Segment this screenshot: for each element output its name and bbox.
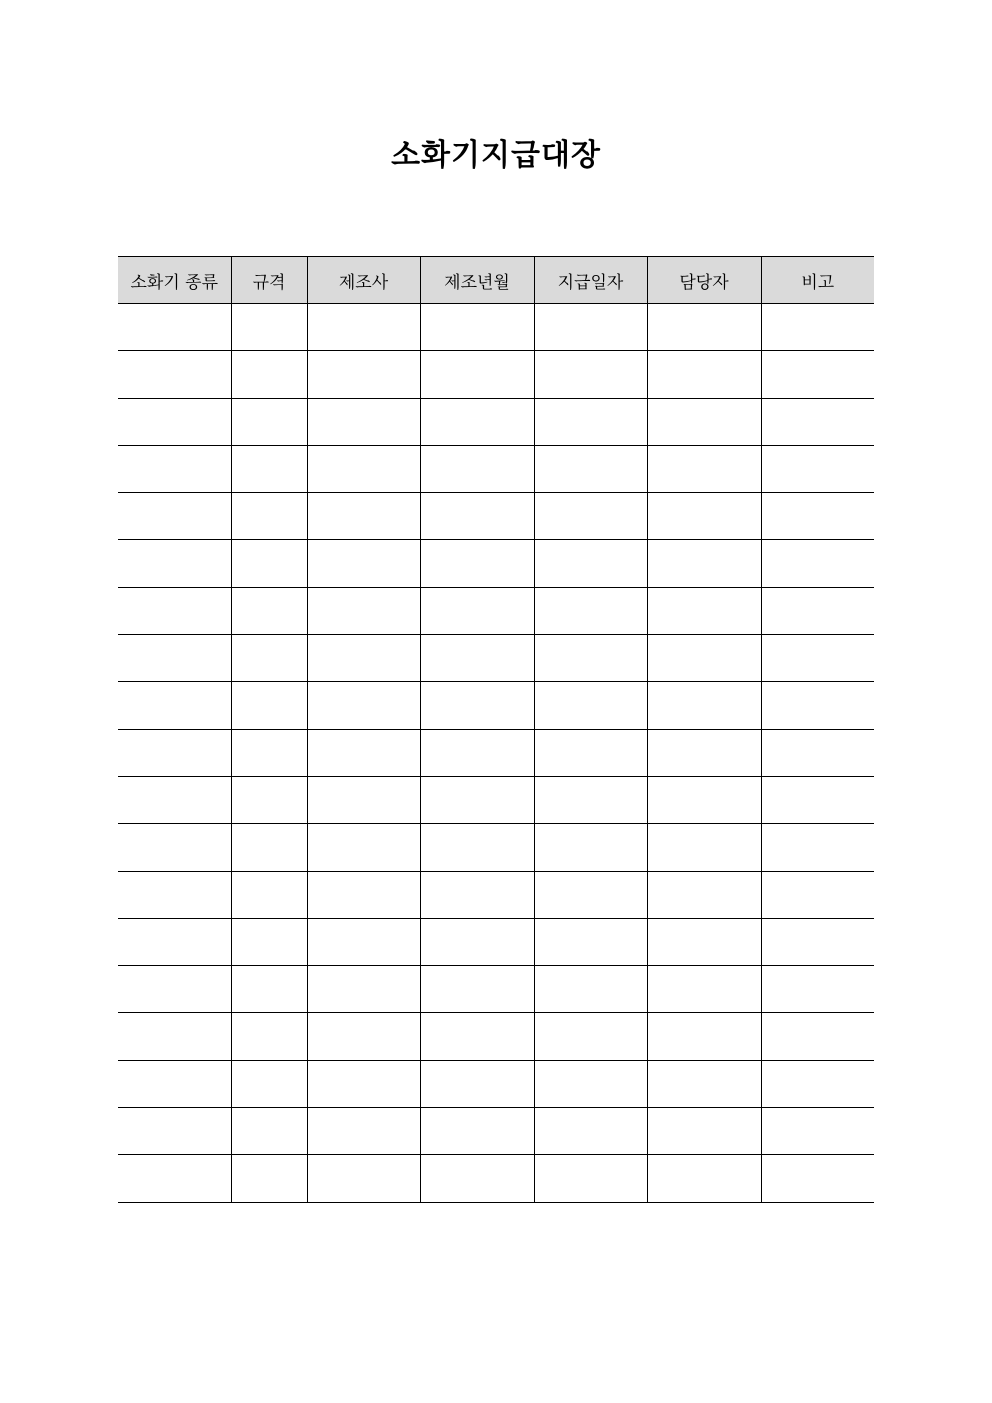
cell-manufacturer[interactable]: [307, 398, 420, 445]
cell-person-in-charge[interactable]: [647, 398, 761, 445]
cell-issue-date[interactable]: [534, 824, 647, 871]
cell-manufacture-date[interactable]: [420, 1013, 534, 1060]
cell-manufacture-date[interactable]: [420, 1155, 534, 1202]
cell-spec[interactable]: [231, 1155, 307, 1202]
cell-person-in-charge[interactable]: [647, 1060, 761, 1107]
cell-manufacturer[interactable]: [307, 1060, 420, 1107]
cell-spec[interactable]: [231, 1108, 307, 1155]
cell-issue-date[interactable]: [534, 398, 647, 445]
cell-manufacture-date[interactable]: [420, 635, 534, 682]
cell-issue-date[interactable]: [534, 729, 647, 776]
cell-extinguisher-type[interactable]: [118, 1108, 231, 1155]
cell-spec[interactable]: [231, 871, 307, 918]
table-row: [118, 966, 874, 1013]
cell-person-in-charge[interactable]: [647, 493, 761, 540]
cell-manufacturer[interactable]: [307, 540, 420, 587]
cell-remarks[interactable]: [761, 1108, 874, 1155]
table-row: [118, 351, 874, 398]
cell-person-in-charge[interactable]: [647, 1155, 761, 1202]
cell-issue-date[interactable]: [534, 635, 647, 682]
cell-person-in-charge[interactable]: [647, 540, 761, 587]
cell-extinguisher-type[interactable]: [118, 776, 231, 823]
cell-extinguisher-type[interactable]: [118, 540, 231, 587]
table-row: [118, 1108, 874, 1155]
cell-issue-date[interactable]: [534, 918, 647, 965]
table-row: [118, 776, 874, 823]
cell-person-in-charge[interactable]: [647, 918, 761, 965]
cell-spec[interactable]: [231, 682, 307, 729]
cell-issue-date[interactable]: [534, 493, 647, 540]
cell-issue-date[interactable]: [534, 776, 647, 823]
table-row: [118, 540, 874, 587]
cell-person-in-charge[interactable]: [647, 1108, 761, 1155]
table-row: [118, 398, 874, 445]
cell-issue-date[interactable]: [534, 445, 647, 492]
cell-issue-date[interactable]: [534, 1060, 647, 1107]
cell-manufacturer[interactable]: [307, 966, 420, 1013]
cell-remarks[interactable]: [761, 587, 874, 634]
cell-manufacturer[interactable]: [307, 871, 420, 918]
table-row: [118, 1155, 874, 1202]
cell-extinguisher-type[interactable]: [118, 351, 231, 398]
cell-issue-date[interactable]: [534, 1013, 647, 1060]
cell-extinguisher-type[interactable]: [118, 918, 231, 965]
cell-person-in-charge[interactable]: [647, 729, 761, 776]
header-issue-date: 지급일자: [534, 257, 647, 304]
cell-manufacturer[interactable]: [307, 918, 420, 965]
cell-extinguisher-type[interactable]: [118, 729, 231, 776]
cell-extinguisher-type[interactable]: [118, 1155, 231, 1202]
cell-issue-date[interactable]: [534, 540, 647, 587]
cell-manufacturer[interactable]: [307, 776, 420, 823]
cell-extinguisher-type[interactable]: [118, 445, 231, 492]
cell-manufacture-date[interactable]: [420, 398, 534, 445]
extinguisher-ledger-table: [118, 256, 874, 1203]
table-row: [118, 493, 874, 540]
cell-person-in-charge[interactable]: [647, 445, 761, 492]
table-row: [118, 871, 874, 918]
table-row: [118, 729, 874, 776]
cell-manufacture-date[interactable]: [420, 304, 534, 351]
header-manufacturer: 제조사: [307, 257, 420, 304]
table-row: [118, 587, 874, 634]
cell-remarks[interactable]: [761, 304, 874, 351]
cell-manufacturer[interactable]: [307, 445, 420, 492]
cell-extinguisher-type[interactable]: [118, 966, 231, 1013]
cell-manufacturer[interactable]: [307, 824, 420, 871]
table-row: [118, 304, 874, 351]
cell-issue-date[interactable]: [534, 871, 647, 918]
cell-spec[interactable]: [231, 304, 307, 351]
cell-spec[interactable]: [231, 1060, 307, 1107]
cell-manufacturer[interactable]: [307, 1155, 420, 1202]
cell-extinguisher-type[interactable]: [118, 1060, 231, 1107]
cell-manufacturer[interactable]: [307, 1013, 420, 1060]
cell-person-in-charge[interactable]: [647, 635, 761, 682]
header-manufacture-date: 제조년월: [420, 257, 534, 304]
cell-manufacture-date[interactable]: [420, 918, 534, 965]
cell-spec[interactable]: [231, 635, 307, 682]
cell-remarks[interactable]: [761, 351, 874, 398]
cell-remarks[interactable]: [761, 398, 874, 445]
cell-manufacture-date[interactable]: [420, 540, 534, 587]
table-row: [118, 682, 874, 729]
cell-spec[interactable]: [231, 1013, 307, 1060]
cell-person-in-charge[interactable]: [647, 824, 761, 871]
cell-manufacture-date[interactable]: [420, 351, 534, 398]
cell-remarks[interactable]: [761, 493, 874, 540]
cell-person-in-charge[interactable]: [647, 682, 761, 729]
cell-spec[interactable]: [231, 587, 307, 634]
cell-person-in-charge[interactable]: [647, 304, 761, 351]
cell-remarks[interactable]: [761, 1060, 874, 1107]
table-row: [118, 635, 874, 682]
cell-extinguisher-type[interactable]: [118, 493, 231, 540]
header-spec: 규격: [231, 257, 307, 304]
cell-extinguisher-type[interactable]: [118, 1013, 231, 1060]
cell-manufacturer[interactable]: [307, 1108, 420, 1155]
cell-remarks[interactable]: [761, 918, 874, 965]
cell-spec[interactable]: [231, 729, 307, 776]
cell-remarks[interactable]: [761, 540, 874, 587]
table-row: [118, 918, 874, 965]
cell-manufacturer[interactable]: [307, 493, 420, 540]
cell-spec[interactable]: [231, 445, 307, 492]
cell-manufacturer[interactable]: [307, 682, 420, 729]
cell-spec[interactable]: [231, 966, 307, 1013]
cell-extinguisher-type[interactable]: [118, 587, 231, 634]
cell-person-in-charge[interactable]: [647, 966, 761, 1013]
cell-spec[interactable]: [231, 540, 307, 587]
cell-issue-date[interactable]: [534, 587, 647, 634]
cell-spec[interactable]: [231, 493, 307, 540]
table-body: [118, 304, 874, 1203]
cell-manufacture-date[interactable]: [420, 871, 534, 918]
cell-extinguisher-type[interactable]: [118, 824, 231, 871]
cell-manufacture-date[interactable]: [420, 776, 534, 823]
cell-remarks[interactable]: [761, 776, 874, 823]
cell-manufacture-date[interactable]: [420, 1108, 534, 1155]
cell-issue-date[interactable]: [534, 304, 647, 351]
cell-remarks[interactable]: [761, 1013, 874, 1060]
cell-remarks[interactable]: [761, 871, 874, 918]
cell-issue-date[interactable]: [534, 1108, 647, 1155]
cell-person-in-charge[interactable]: [647, 351, 761, 398]
cell-manufacture-date[interactable]: [420, 729, 534, 776]
cell-person-in-charge[interactable]: [647, 871, 761, 918]
cell-issue-date[interactable]: [534, 1155, 647, 1202]
table-row: [118, 824, 874, 871]
cell-manufacturer[interactable]: [307, 635, 420, 682]
cell-issue-date[interactable]: [534, 351, 647, 398]
cell-manufacturer[interactable]: [307, 351, 420, 398]
cell-manufacturer[interactable]: [307, 729, 420, 776]
cell-spec[interactable]: [231, 398, 307, 445]
document-title: 소화기지급대장: [391, 138, 601, 173]
cell-remarks[interactable]: [761, 966, 874, 1013]
cell-manufacture-date[interactable]: [420, 493, 534, 540]
cell-manufacture-date[interactable]: [420, 966, 534, 1013]
table-row: [118, 1060, 874, 1107]
cell-extinguisher-type[interactable]: [118, 635, 231, 682]
cell-extinguisher-type[interactable]: [118, 871, 231, 918]
cell-manufacture-date[interactable]: [420, 587, 534, 634]
cell-issue-date[interactable]: [534, 682, 647, 729]
cell-extinguisher-type[interactable]: [118, 304, 231, 351]
cell-person-in-charge[interactable]: [647, 1013, 761, 1060]
table-row: [118, 1013, 874, 1060]
header-person-in-charge: 담당자: [647, 257, 761, 304]
cell-remarks[interactable]: [761, 635, 874, 682]
header-extinguisher-type: 소화기 종류: [118, 257, 231, 304]
cell-remarks[interactable]: [761, 682, 874, 729]
cell-spec[interactable]: [231, 776, 307, 823]
cell-manufacturer[interactable]: [307, 587, 420, 634]
cell-person-in-charge[interactable]: [647, 587, 761, 634]
cell-extinguisher-type[interactable]: [118, 398, 231, 445]
header-row: [118, 257, 874, 304]
cell-person-in-charge[interactable]: [647, 776, 761, 823]
cell-remarks[interactable]: [761, 729, 874, 776]
cell-remarks[interactable]: [761, 445, 874, 492]
header-remarks: 비고: [761, 257, 874, 304]
cell-remarks[interactable]: [761, 824, 874, 871]
cell-manufacture-date[interactable]: [420, 445, 534, 492]
cell-issue-date[interactable]: [534, 966, 647, 1013]
cell-spec[interactable]: [231, 351, 307, 398]
table-row: [118, 445, 874, 492]
cell-manufacture-date[interactable]: [420, 824, 534, 871]
cell-extinguisher-type[interactable]: [118, 682, 231, 729]
cell-remarks[interactable]: [761, 1155, 874, 1202]
cell-spec[interactable]: [231, 824, 307, 871]
cell-manufacture-date[interactable]: [420, 1060, 534, 1107]
cell-manufacturer[interactable]: [307, 304, 420, 351]
cell-spec[interactable]: [231, 918, 307, 965]
cell-manufacture-date[interactable]: [420, 682, 534, 729]
